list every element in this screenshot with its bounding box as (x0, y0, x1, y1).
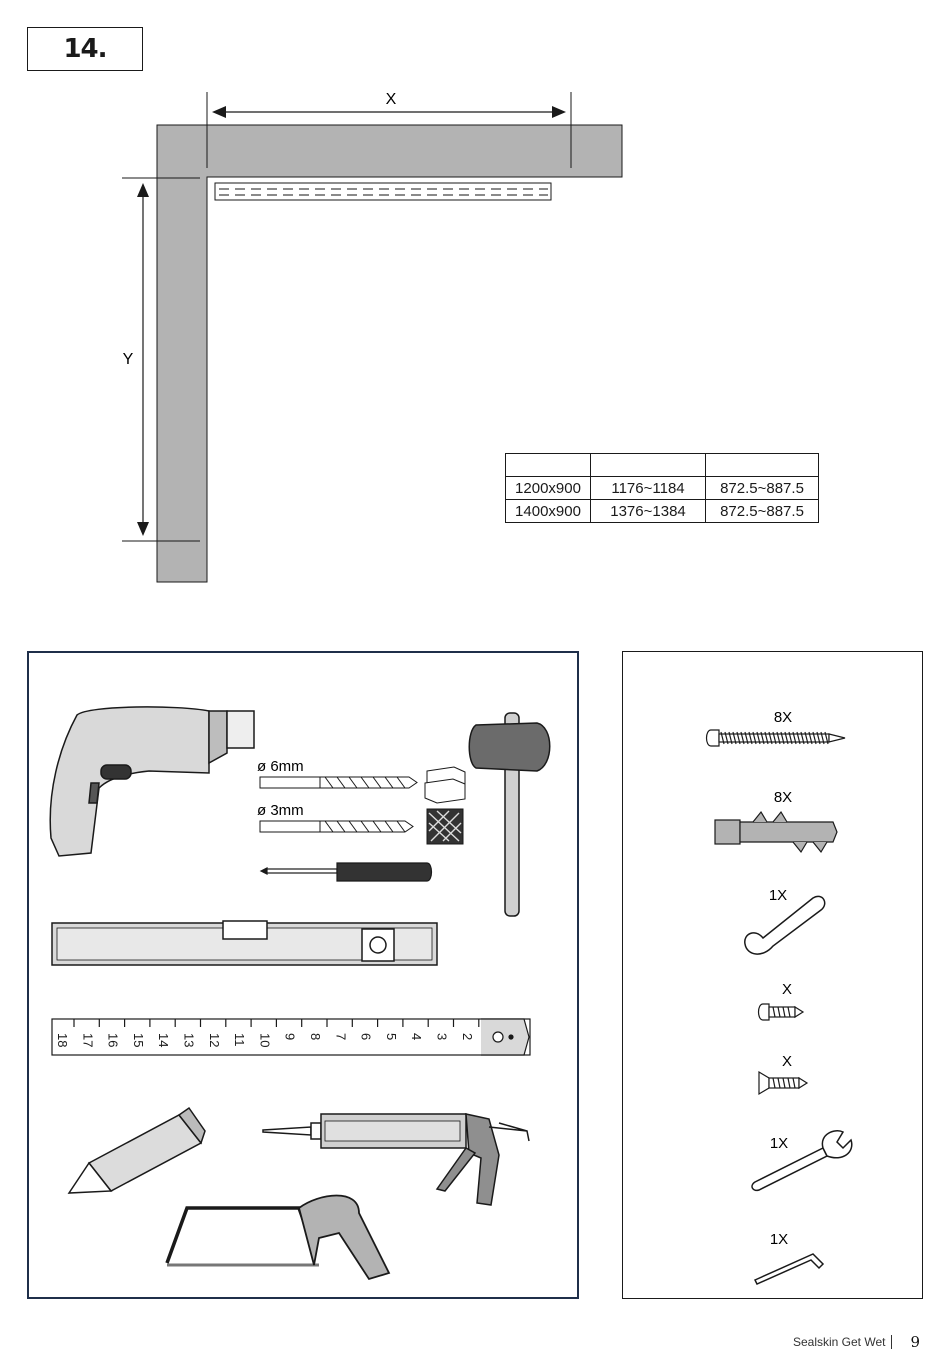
x-label: X (385, 91, 397, 108)
brick-icon (425, 767, 465, 803)
ruler-mark: 14 (156, 1033, 172, 1048)
table-cell: 1400x900 (506, 500, 591, 523)
mallet-icon (469, 713, 550, 916)
part-quantity: X (781, 1053, 793, 1070)
tile-icon (427, 809, 463, 844)
table-cell: 1376~1384 (591, 500, 706, 523)
ruler-mark: 18 (55, 1033, 70, 1048)
ruler-mark: 4 (409, 1033, 425, 1041)
part-quantity: 1X (769, 1135, 789, 1152)
y-label: Y (122, 351, 134, 368)
seal-strip (215, 183, 551, 200)
part-quantity: 8X (773, 789, 793, 806)
step-number-label: 14. (63, 34, 107, 64)
ruler-mark: 11 (232, 1033, 248, 1047)
table-cell: 872.5~887.5 (706, 500, 819, 523)
spirit-level-icon (52, 921, 437, 965)
table-row (506, 500, 819, 523)
table-cell: 1176~1184 (591, 477, 706, 500)
part-quantity: 8X (773, 709, 793, 726)
hacksaw-icon (167, 1196, 389, 1280)
countersunk-screw-icon (759, 1072, 807, 1094)
table-cell: 1200x900 (506, 477, 591, 500)
footer (793, 1333, 920, 1351)
ruler-mark: 5 (383, 1033, 399, 1041)
tools-panel (27, 651, 579, 1299)
allen-key-icon (755, 1254, 823, 1284)
drill-bit-3mm-label: ø 3mm (257, 802, 304, 819)
footer-separator (891, 1335, 892, 1349)
screwdriver-icon (261, 863, 432, 881)
footer-brand: Sealskin Get Wet (792, 1335, 886, 1349)
table-cell (706, 454, 819, 477)
part-quantity: 1X (769, 1231, 789, 1248)
caulking-gun-icon (263, 1114, 529, 1205)
table-header-row (506, 454, 819, 477)
drill-icon (50, 707, 254, 856)
drill-bit-3mm-icon (260, 821, 413, 832)
part-quantity: 1X (768, 887, 788, 904)
ruler-mark: 9 (282, 1033, 298, 1041)
ruler-mark: 17 (80, 1033, 96, 1048)
ruler-mark: 15 (130, 1033, 146, 1048)
table-row (506, 477, 819, 500)
pencil-icon (69, 1108, 205, 1193)
drill-bit-6mm-icon (260, 777, 417, 788)
ruler-mark: 8 (308, 1033, 323, 1041)
ruler-mark: 10 (257, 1033, 273, 1048)
step-number (27, 27, 143, 71)
ruler-mark: 2 (459, 1033, 475, 1041)
table-cell: 872.5~887.5 (706, 477, 819, 500)
drill-bit-6mm-label: ø 6mm (257, 758, 304, 775)
dimensions-table (505, 453, 819, 523)
screw-icon (707, 730, 846, 746)
ruler-mark: 3 (434, 1033, 450, 1041)
wrench-icon (752, 1131, 852, 1191)
ruler-mark: 13 (181, 1033, 197, 1048)
part-quantity: X (781, 981, 793, 998)
table-cell (591, 454, 706, 477)
ruler-mark: 7 (333, 1033, 349, 1041)
ruler-mark: 12 (206, 1033, 222, 1048)
folding-rule-icon (52, 1019, 530, 1055)
self-drilling-screw-icon (759, 1004, 804, 1020)
key-tool-icon (745, 896, 825, 954)
table-cell (506, 454, 591, 477)
ruler-mark: 6 (358, 1033, 374, 1041)
page-number: 9 (910, 1333, 920, 1351)
wall-plug-icon (715, 812, 837, 852)
parts-panel (622, 651, 923, 1299)
ruler-mark: 16 (105, 1033, 121, 1048)
